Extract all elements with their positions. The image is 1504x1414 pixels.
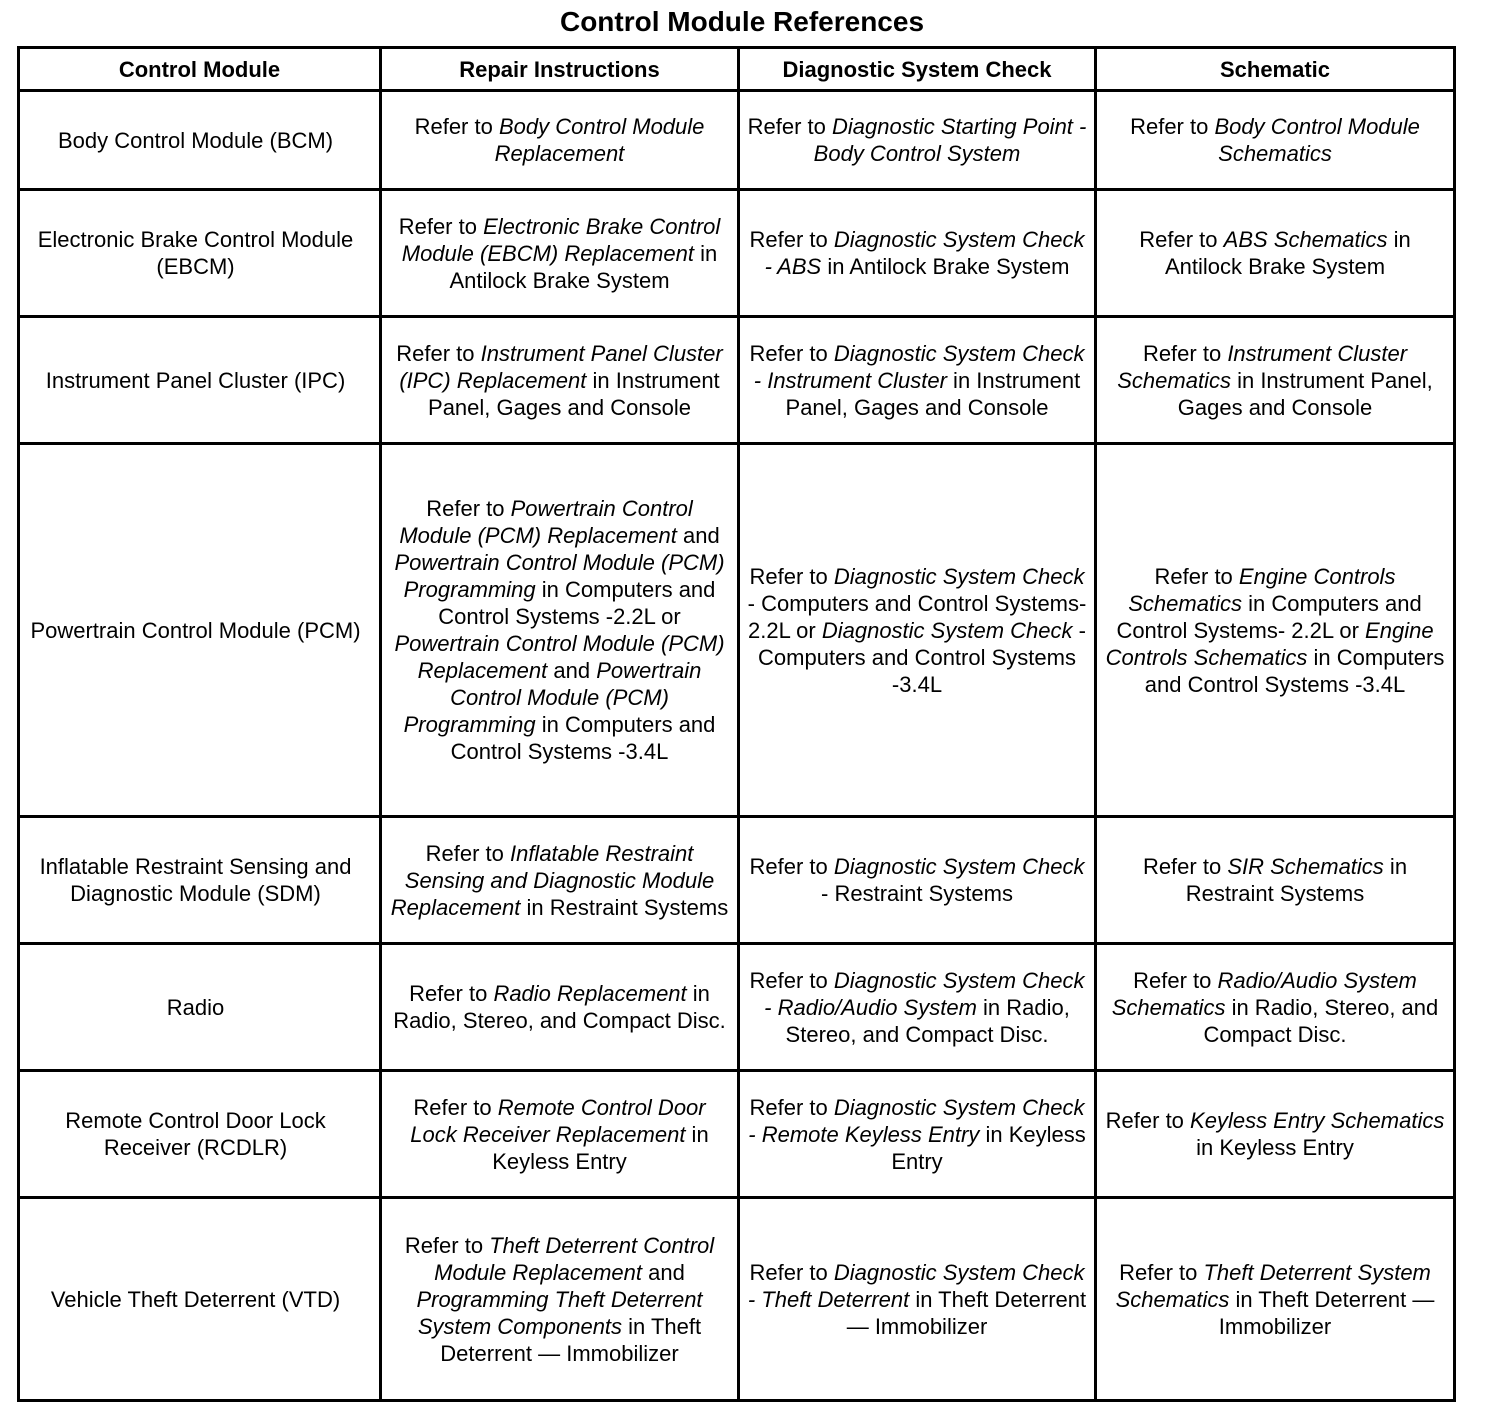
reference-text: Refer to bbox=[749, 227, 834, 252]
reference-text: Refer to bbox=[1130, 114, 1215, 139]
schematic-cell bbox=[1096, 1198, 1455, 1401]
reference-link-text: Diagnostic System Check bbox=[821, 617, 1073, 643]
diagnostic-check-cell bbox=[739, 91, 1096, 190]
reference-link-text: Instrument Cluster Schematics bbox=[1117, 340, 1408, 393]
schematic-cell bbox=[1096, 817, 1455, 944]
diagnostic-check-cell bbox=[739, 1198, 1096, 1401]
reference-text: in Antilock Brake System bbox=[449, 240, 718, 293]
diagnostic-check-cell bbox=[739, 317, 1096, 444]
schematic-cell bbox=[1096, 190, 1455, 317]
reference-text: Refer to bbox=[1142, 854, 1228, 879]
reference-link-text: Diagnostic System Check - ABS bbox=[764, 227, 1085, 279]
reference-text: in Computers and Control Systems- 2.2L or bbox=[1116, 590, 1422, 643]
reference-link-text: ABS Schematics bbox=[1223, 227, 1388, 252]
repair-instructions-cell bbox=[381, 190, 739, 317]
reference-text: Refer to bbox=[1154, 563, 1239, 589]
reference-link-text: Powertrain Control Module (PCM) Replacement bbox=[394, 631, 725, 683]
reference-text: Refer to bbox=[1139, 227, 1224, 252]
repair-instructions-cell bbox=[381, 91, 739, 190]
schematic-cell bbox=[1096, 1071, 1455, 1198]
diagnostic-check-cell bbox=[739, 1071, 1096, 1198]
reference-text: in Radio, Stereo, and Compact Disc. bbox=[785, 994, 1070, 1047]
reference-text: in Antilock Brake System bbox=[821, 254, 1070, 279]
reference-link-text: Diagnostic System Check bbox=[833, 854, 1085, 879]
reference-link-text: Instrument Panel Cluster (IPC) Replacement bbox=[399, 340, 723, 393]
reference-link-text: Diagnostic System Check bbox=[833, 563, 1085, 589]
reference-text: Refer to bbox=[747, 114, 833, 139]
reference-text: and bbox=[547, 658, 597, 683]
table-row-ipc bbox=[19, 317, 1455, 444]
reference-text: Refer to bbox=[426, 496, 511, 521]
reference-link-text: Diagnostic System Check - Radio/Audio System bbox=[764, 967, 1085, 1020]
reference-text: in Theft Deterrent — Immobilizer bbox=[1218, 1286, 1435, 1339]
reference-text: in Computers and Control Systems -3.4L bbox=[450, 712, 716, 764]
reference-text: Refer to bbox=[398, 213, 484, 239]
reference-text: Refer to bbox=[425, 840, 510, 866]
reference-text: in Keyless Entry bbox=[1196, 1135, 1354, 1160]
column-header-repair-instructions: Repair Instructions bbox=[381, 48, 739, 91]
reference-link-text: Body Control Module Replacement bbox=[494, 114, 705, 166]
reference-link-text: Electronic Brake Control Module (EBCM) Replacement bbox=[401, 213, 721, 266]
reference-link-text: Diagnostic Starting Point - Body Control System bbox=[813, 114, 1087, 166]
repair-instructions-cell bbox=[381, 1071, 739, 1198]
control-module-table bbox=[17, 46, 1456, 1402]
reference-link-text: Theft Deterrent Control Module Replacement bbox=[434, 1232, 715, 1285]
diagnostic-check-cell bbox=[739, 444, 1096, 817]
table-row-vtd bbox=[19, 1198, 1455, 1401]
table-row-bcm bbox=[19, 91, 1455, 190]
column-header-diagnostic-system-check: Diagnostic System Check bbox=[739, 48, 1096, 91]
table-row-ebcm bbox=[19, 190, 1455, 317]
reference-text: in Radio, Stereo, and Compact Disc. bbox=[1203, 994, 1439, 1047]
reference-text: in Instrument Panel, Gages and Console bbox=[785, 367, 1081, 420]
module-name-cell: Vehicle Theft Deterrent (VTD) bbox=[19, 1198, 381, 1401]
reference-text: Refer to bbox=[749, 854, 834, 879]
reference-text: in Keyless Entry bbox=[492, 1121, 709, 1174]
reference-text: Refer to bbox=[749, 967, 834, 993]
reference-text: in Computers and Control Systems -2.2L or bbox=[438, 577, 716, 629]
reference-link-text: Inflatable Restraint Sensing and Diagnostic Module Replacement bbox=[390, 840, 715, 920]
reference-link-text: Theft Deterrent System Schematics bbox=[1115, 1259, 1431, 1312]
reference-text: Refer to bbox=[1133, 967, 1218, 993]
reference-text: Refer to bbox=[1119, 1259, 1204, 1285]
column-header-control-module: Control Module bbox=[19, 48, 381, 91]
module-name-cell: Body Control Module (BCM) bbox=[19, 91, 381, 190]
schematic-cell bbox=[1096, 944, 1455, 1071]
reference-text: in Computers and Control Systems -3.4L bbox=[1144, 644, 1445, 697]
module-name-cell: Remote Control Door Lock Receiver (RCDLR) bbox=[19, 1071, 381, 1198]
reference-text: Refer to bbox=[414, 114, 499, 139]
reference-text: Refer to bbox=[749, 1094, 834, 1120]
reference-link-text: SIR Schematics bbox=[1227, 854, 1384, 879]
repair-instructions-cell bbox=[381, 1198, 739, 1401]
reference-text: - Restraint Systems bbox=[821, 881, 1013, 906]
reference-text: - Computers and Control Systems-2.2L or bbox=[747, 590, 1087, 643]
reference-text: in Restraint Systems bbox=[1185, 854, 1408, 906]
module-name-cell: Inflatable Restraint Sensing and Diagnostic Module (SDM) bbox=[19, 817, 381, 944]
schematic-cell bbox=[1096, 444, 1455, 817]
reference-link-text: Diagnostic System Check - Theft Deterrent bbox=[747, 1259, 1085, 1312]
reference-text: Refer to bbox=[1142, 340, 1228, 366]
table-row-sdm bbox=[19, 817, 1455, 944]
repair-instructions-cell bbox=[381, 444, 739, 817]
diagnostic-check-cell bbox=[739, 190, 1096, 317]
reference-text: and bbox=[642, 1259, 685, 1285]
reference-text: Refer to bbox=[413, 1094, 498, 1120]
repair-instructions-cell bbox=[381, 317, 739, 444]
reference-link-text: Powertrain Control Module (PCM) Programming bbox=[394, 550, 725, 602]
reference-link-text: Engine Controls Schematics bbox=[1105, 617, 1434, 670]
reference-text: in Theft Deterrent — Immobilizer bbox=[846, 1286, 1087, 1339]
reference-link-text: Diagnostic System Check - Remote Keyless Entry bbox=[748, 1094, 1085, 1147]
reference-text: in Theft Deterrent — Immobilizer bbox=[440, 1313, 702, 1366]
reference-text: Refer to bbox=[404, 1232, 490, 1258]
diagnostic-check-cell bbox=[739, 944, 1096, 1071]
module-name-cell: Powertrain Control Module (PCM) bbox=[19, 444, 381, 817]
reference-text: in Radio, Stereo, and Compact Disc. bbox=[393, 981, 726, 1033]
repair-instructions-cell bbox=[381, 944, 739, 1071]
reference-link-text: Keyless Entry Schematics bbox=[1190, 1108, 1445, 1133]
reference-text: in Instrument Panel, Gages and Console bbox=[1177, 367, 1433, 420]
table-row-radio bbox=[19, 944, 1455, 1071]
reference-link-text: Remote Control Door Lock Receiver Replacement bbox=[410, 1094, 706, 1147]
module-name-cell: Instrument Panel Cluster (IPC) bbox=[19, 317, 381, 444]
column-header-schematic: Schematic bbox=[1096, 48, 1455, 91]
reference-text: - Computers and Control Systems -3.4L bbox=[758, 617, 1086, 697]
module-name-cell: Radio bbox=[19, 944, 381, 1071]
reference-link-text: Radio Replacement bbox=[493, 981, 687, 1006]
reference-link-text: Body Control Module Schematics bbox=[1214, 114, 1420, 166]
table-header-row bbox=[19, 48, 1455, 91]
reference-link-text: Radio/Audio System Schematics bbox=[1111, 967, 1417, 1020]
table-row-rcdlr bbox=[19, 1071, 1455, 1198]
repair-instructions-cell bbox=[381, 817, 739, 944]
reference-text: in Keyless Entry bbox=[891, 1121, 1086, 1174]
reference-text: Refer to bbox=[409, 981, 494, 1006]
schematic-cell bbox=[1096, 91, 1455, 190]
reference-link-text: Powertrain Control Module (PCM) Programming bbox=[403, 658, 702, 737]
reference-text: Refer to bbox=[749, 340, 834, 366]
reference-link-text: Diagnostic System Check - Instrument Cluster bbox=[753, 340, 1085, 393]
schematic-cell bbox=[1096, 317, 1455, 444]
table-row-pcm bbox=[19, 444, 1455, 817]
reference-text: Refer to bbox=[1105, 1108, 1191, 1133]
module-name-cell: Electronic Brake Control Module (EBCM) bbox=[19, 190, 381, 317]
reference-text: in Instrument Panel, Gages and Console bbox=[428, 367, 720, 420]
reference-text: Refer to bbox=[749, 563, 834, 589]
reference-link-text: Engine Controls Schematics bbox=[1128, 563, 1396, 616]
reference-text: Refer to bbox=[396, 340, 481, 366]
page-title: Control Module References bbox=[559, 6, 925, 37]
reference-text: and bbox=[676, 523, 720, 548]
reference-text: in Antilock Brake System bbox=[1164, 227, 1411, 279]
reference-text: Refer to bbox=[749, 1259, 834, 1285]
reference-text: in Restraint Systems bbox=[520, 894, 729, 920]
reference-link-text: Programming Theft Deterrent System Components bbox=[416, 1286, 703, 1339]
reference-link-text: Powertrain Control Module (PCM) Replacement bbox=[399, 496, 693, 548]
diagnostic-check-cell bbox=[739, 817, 1096, 944]
